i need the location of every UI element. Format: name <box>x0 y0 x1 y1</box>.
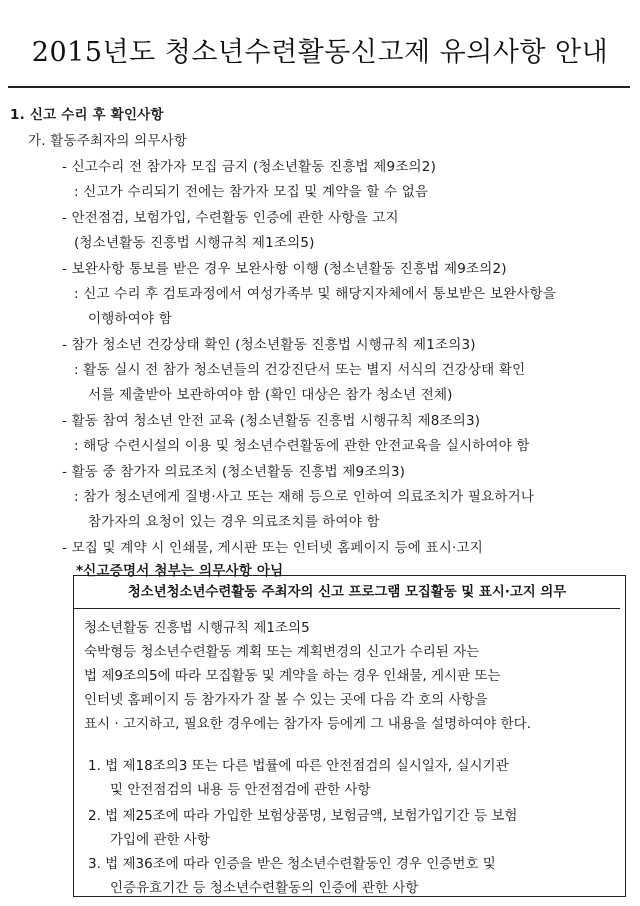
regulation-numbered-item: 2. 법 제25조에 따라 가입한 보험상품명, 보험금액, 보험가입기간 등 보험 <box>88 808 518 824</box>
title-underline <box>8 86 630 88</box>
regulation-line: 숙박형등 청소년수련활동 계획 또는 계획변경의 신고가 수리된 자는 <box>84 644 480 660</box>
regulation-line: 법 제9조의5에 따라 모집활동 및 계약을 하는 경우 인쇄물, 게시판 또는 <box>84 668 501 684</box>
list-item: 서를 제출받아 보관하여야 함 (확인 대상은 참가 청소년 전체) <box>88 387 453 403</box>
list-item: (청소년활동 진흥법 시행규칙 제1조의5) <box>74 235 315 251</box>
regulation-numbered-item: 3. 법 제36조에 따라 인증을 받은 청소년수련활동인 경우 인증번호 및 <box>88 856 496 872</box>
list-item: : 신고 수리 후 검토과정에서 여성가족부 및 해당지자체에서 통보받은 보완사항을 <box>74 286 557 302</box>
list-item: - 모집 및 계약 시 인쇄물, 게시판 또는 인터넷 홈페이지 등에 표시·고지 <box>62 540 483 556</box>
list-item: - 신고수리 전 참가자 모집 금지 (청소년활동 진흥법 제9조의2) <box>62 159 437 175</box>
list-item: 참가자의 요청이 있는 경우 의료조치를 하여야 함 <box>88 514 380 530</box>
regulation-numbered-item: 인증유효기간 등 청소년수련활동의 인증에 관한 사항 <box>110 880 419 896</box>
regulation-numbered-item: 및 안전점검의 내용 등 안전점검에 관한 사항 <box>110 782 371 798</box>
list-item: : 신고가 수리되기 전에는 참가자 모집 및 계약을 할 수 없음 <box>74 184 429 200</box>
list-item: - 안전점검, 보험가입, 수련활동 인증에 관한 사항을 고지 <box>62 210 399 226</box>
note-text: *신고증명서 첨부는 의무사항 아님 <box>76 563 284 579</box>
regulation-line: 청소년활동 진흥법 시행규칙 제1조의5 <box>84 620 310 636</box>
document-title: 2015년도 청소년수련활동신고제 유의사항 안내 <box>31 37 609 68</box>
list-item: 이행하여야 함 <box>88 311 172 327</box>
regulation-line: 표시 · 고지하고, 필요한 경우에는 참가자 등에게 그 내용을 설명하여야 한다. <box>84 716 532 732</box>
subsection-heading-ga: 가. 활동주최자의 의무사항 <box>28 133 188 149</box>
list-item: - 참가 청소년 건강상태 확인 (청소년활동 진흥법 시행규칙 제1조의3) <box>62 337 476 353</box>
regulation-numbered-item: 1. 법 제18조의3 또는 다른 법률에 따른 안전점검의 실시일자, 실시기관 <box>88 758 509 774</box>
regulation-numbered-item: 가입에 관한 사항 <box>110 832 210 848</box>
list-item: : 활동 실시 전 참가 청소년들의 건강진단서 또는 별지 서식의 건강상태 확인 <box>74 362 526 378</box>
list-item: - 보완사항 통보를 받은 경우 보완사항 이행 (청소년활동 진흥법 제9조의2) <box>62 261 507 277</box>
list-item: - 활동 중 참가자 의료조치 (청소년활동 진흥법 제9조의3) <box>62 464 406 480</box>
list-item: : 참가 청소년에게 질병·사고 또는 재해 등으로 인하여 의료조치가 필요하거나 <box>74 489 535 505</box>
regulation-box-header: 청소년청소년수련활동 주최자의 신고 프로그램 모집활동 및 표시·고지 의무 <box>74 576 620 609</box>
regulation-line: 인터넷 홈페이지 등 참가자가 잘 볼 수 있는 곳에 다음 각 호의 사항을 <box>84 692 488 708</box>
regulation-box <box>73 575 626 897</box>
list-item: - 활동 참여 청소년 안전 교육 (청소년활동 진흥법 시행규칙 제8조의3) <box>62 413 481 429</box>
list-item: : 해당 수련시설의 이용 및 청소년수련활동에 관한 안전교육을 실시하여야 함 <box>74 438 530 454</box>
section-heading-1: 1. 신고 수리 후 확인사항 <box>10 107 164 123</box>
